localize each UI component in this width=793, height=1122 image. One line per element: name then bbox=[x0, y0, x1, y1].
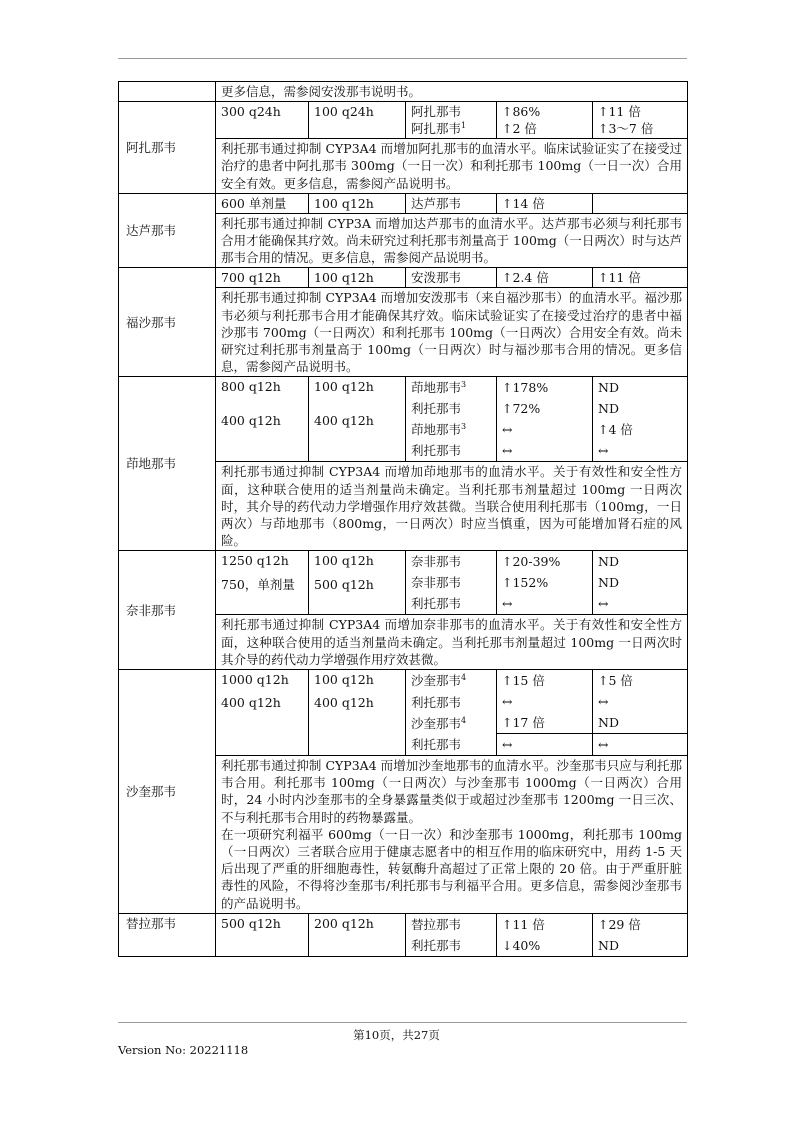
footnote-marker: 3 bbox=[461, 422, 467, 432]
description-paragraph: 利托那韦通过抑制 CYP3A4 而增加沙奎地那韦的血清水平。沙奎那韦只应与利托那韦合用。利托那韦 100mg（一日两次）与沙奎那韦 1000mg（一日两次）合用时，24 小时内沙奎那韦的全身暴露量类似于或超过沙奎那韦 1200mg 一日三次、不与利托那韦合用时的药物暴露量。 bbox=[221, 758, 682, 825]
cmin-value: ↑29 倍 bbox=[598, 916, 641, 932]
drug-name-saquinavir: 沙奎那韦 bbox=[119, 670, 216, 914]
dose-cell bbox=[216, 377, 309, 462]
cmin-value: ND bbox=[598, 380, 619, 396]
auc-value: ↑17 倍 bbox=[502, 715, 545, 731]
drug-label-text: 沙奎那韦 bbox=[411, 716, 462, 732]
auc-cell bbox=[497, 551, 593, 615]
description-cell: 利托那韦通过抑制 CYP3A4 而增加茚地那韦的血清水平。关于有效性和安全性方面，这种联合使用的适当剂量尚未确定。当利托那韦剂量超过 100mg 一日两次时，其介导的药代动力学增强作用疗效甚微。当联合使用利托那韦（100mg，一日两次）与茚地那韦（800mg，一日两次）时应当慎重，因为可能增加肾石症的风险。 bbox=[216, 462, 688, 551]
auc-cell bbox=[497, 670, 593, 756]
drug-label: 替拉那韦 bbox=[411, 916, 462, 932]
auc-value: ↑20-39% bbox=[502, 554, 561, 570]
footnote-marker: 4 bbox=[461, 672, 467, 682]
drug-label-text: 茚地那韦 bbox=[411, 380, 462, 396]
cmin-value: ↑11 倍 bbox=[598, 104, 641, 120]
spacer bbox=[314, 395, 400, 412]
drug-label: 利托那韦 bbox=[411, 695, 462, 711]
cmin-value: ND bbox=[598, 554, 619, 570]
cmin-value: ↔ bbox=[598, 596, 609, 612]
drug-interaction-table bbox=[118, 81, 688, 957]
dose-cell: 300 q24h bbox=[216, 102, 309, 139]
dose-value: 500 q12h bbox=[314, 577, 374, 593]
drug-cell bbox=[406, 551, 497, 615]
drug-cell: 安泼那韦 bbox=[406, 268, 497, 288]
footnote-marker: 1 bbox=[461, 121, 467, 131]
dose-cell: 200 q12h bbox=[309, 913, 406, 956]
description-paragraph: 在一项研究利福平 600mg（一日一次）和沙奎那韦 1000mg，利托那韦 100mg（一日两次）三者联合应用于健康志愿者中的相互作用的临床研究中，用药 1-5 天后出现了严重的肝细胞毒性，转氨酶升高超过了正常上限的 20 倍。由于严重肝脏毒性的风险，不得将沙奎那韦/利托那韦与利福平合用。更多信息，需参阅沙奎那韦的产品说明书。 bbox=[221, 826, 682, 911]
drug-name-fosamprenavir: 福沙那韦 bbox=[119, 268, 216, 377]
cmin-cell bbox=[593, 670, 688, 756]
description-cell bbox=[216, 756, 688, 914]
description-cell: 更多信息，需参阅安泼那韦说明书。 bbox=[216, 82, 688, 102]
cmin-cell bbox=[593, 913, 688, 956]
cmin-cell bbox=[593, 377, 688, 462]
cmin-value: ↔ bbox=[598, 443, 609, 459]
drug-label: 利托那韦 bbox=[411, 596, 462, 612]
dose-cell bbox=[216, 670, 309, 756]
dose-cell: 100 q12h bbox=[309, 268, 406, 288]
dose-cell: 700 q12h bbox=[216, 268, 309, 288]
drug-label-text: 茚地那韦 bbox=[411, 422, 462, 438]
page-number: 第10页，共27页 bbox=[353, 1028, 440, 1042]
table-row bbox=[119, 193, 688, 213]
spacer bbox=[314, 429, 400, 446]
auc-value: ↑152% bbox=[502, 575, 549, 591]
dose-cell bbox=[309, 377, 406, 462]
footnote-marker: 4 bbox=[461, 715, 467, 725]
cmin-value: ND bbox=[598, 715, 619, 731]
table-row bbox=[119, 268, 688, 288]
table-row bbox=[119, 377, 688, 462]
drug-cell bbox=[406, 913, 497, 956]
drug-name-indinavir: 茚地那韦 bbox=[119, 377, 216, 551]
dose-cell bbox=[309, 551, 406, 615]
dose-cell: 100 q24h bbox=[309, 102, 406, 139]
cmin-value: ND bbox=[598, 401, 619, 417]
drug-cell bbox=[406, 377, 497, 462]
drug-name-atazanavir: 阿扎那韦 bbox=[119, 102, 216, 194]
auc-value: ↑11 倍 bbox=[502, 916, 545, 932]
footer-rule bbox=[118, 1022, 687, 1023]
drug-label bbox=[406, 713, 496, 734]
cmin-value: ↔ bbox=[593, 733, 687, 755]
drug-cell: 达芦那韦 bbox=[406, 193, 497, 213]
dose-value: 400 q12h bbox=[221, 695, 281, 711]
drug-label: 利托那韦 bbox=[411, 737, 462, 753]
dose-cell: 600 单剂量 bbox=[216, 193, 309, 213]
drug-name-darunavir: 达芦那韦 bbox=[119, 193, 216, 268]
drug-label bbox=[411, 120, 491, 137]
drug-label: 阿扎那韦 bbox=[411, 104, 462, 120]
drug-label: 奈非那韦 bbox=[411, 575, 462, 591]
auc-value: ↓40% bbox=[502, 937, 541, 953]
table-row bbox=[119, 913, 688, 956]
auc-value: ↑178% bbox=[502, 380, 549, 396]
cmin-value: ND bbox=[598, 575, 619, 591]
footnote-marker: 3 bbox=[461, 380, 467, 390]
version-number: Version No: 20221118 bbox=[118, 1043, 249, 1057]
dose-cell: 500 q12h bbox=[216, 913, 309, 956]
dose-value: 800 q12h bbox=[221, 379, 281, 395]
description-cell: 利托那韦通过抑制 CYP3A4 而增加安泼那韦（来自福沙那韦）的血清水平。福沙那韦必须与利托那韦合用才能确保其疗效。临床试验证实了在接受过治疗的患者中福沙那韦 700mg（一日两次）和利托那韦 100mg（一日两次）合用安全有效。尚未研究过利托那韦剂量高于 100mg（一日两次）时与福沙那韦合用的情况。更多信息，需参阅产品说明书。 bbox=[216, 288, 688, 377]
dose-value: 100 q12h bbox=[314, 553, 374, 569]
header-rule bbox=[118, 58, 687, 59]
dose-value: 400 q12h bbox=[314, 413, 374, 429]
auc-value: ↔ bbox=[497, 733, 592, 755]
drug-label-text: 阿扎那韦 bbox=[411, 121, 462, 137]
drug-label: 利托那韦 bbox=[411, 937, 462, 953]
drug-label-text: 沙奎那韦 bbox=[411, 673, 462, 689]
cmin-value: ↑3～7 倍 bbox=[598, 121, 654, 137]
table-row bbox=[119, 551, 688, 615]
auc-value: ↑15 倍 bbox=[502, 673, 545, 689]
cmin-cell bbox=[593, 551, 688, 615]
auc-value: ↔ bbox=[502, 443, 513, 459]
cmin-cell bbox=[593, 102, 688, 139]
auc-value: ↔ bbox=[502, 694, 513, 710]
dose-cell bbox=[216, 551, 309, 615]
table-row bbox=[119, 102, 688, 139]
dose-cell bbox=[309, 670, 406, 756]
cmin-value: ↑5 倍 bbox=[598, 673, 633, 689]
spacer bbox=[221, 429, 303, 446]
auc-value: ↔ bbox=[502, 596, 513, 612]
auc-cell bbox=[497, 102, 593, 139]
auc-value: ↑2 倍 bbox=[502, 121, 537, 137]
drug-name-nelfinavir: 奈非那韦 bbox=[119, 551, 216, 670]
auc-cell: ↑2.4 倍 bbox=[497, 268, 593, 288]
dose-value: 1000 q12h bbox=[221, 672, 289, 688]
cmin-value: ND bbox=[598, 937, 619, 953]
auc-value: ↔ bbox=[502, 422, 513, 438]
auc-cell bbox=[497, 913, 593, 956]
dose-value: 100 q12h bbox=[314, 672, 374, 688]
table-row bbox=[119, 82, 688, 102]
auc-cell: ↑14 倍 bbox=[497, 193, 593, 213]
drug-label bbox=[406, 419, 496, 440]
dose-cell: 100 q12h bbox=[309, 193, 406, 213]
auc-value: ↑86% bbox=[502, 104, 541, 120]
drug-label: 奈非那韦 bbox=[411, 554, 462, 570]
auc-cell bbox=[497, 377, 593, 462]
dose-value: 1250 q12h bbox=[221, 553, 289, 569]
name-cell bbox=[119, 82, 216, 102]
drug-label bbox=[406, 377, 496, 398]
cmin-cell: ↑11 倍 bbox=[593, 268, 688, 288]
drug-name-tipranavir: 替拉那韦 bbox=[119, 913, 216, 956]
dose-value: 400 q12h bbox=[221, 413, 281, 429]
dose-value: 750，单剂量 bbox=[221, 577, 295, 593]
dose-value: 100 q12h bbox=[314, 379, 374, 395]
description-cell: 利托那韦通过抑制 CYP3A 而增加达芦那韦的血清水平。达芦那韦必须与利托那韦合用才能确保其疗效。尚未研究过利托那韦剂量高于 100mg（一日两次）时与达芦那韦合用的情况。更多信息，需参阅产品说明书。 bbox=[216, 213, 688, 268]
description-cell: 利托那韦通过抑制 CYP3A4 而增加奈非那韦的血清水平。关于有效性和安全性方面，这种联合使用的适当剂量尚未确定。当利托那韦剂量超过 100mg 一日两次时其介导的药代动力学增强作用疗效甚微。 bbox=[216, 615, 688, 670]
drug-label bbox=[406, 670, 496, 692]
cmin-value: ↔ bbox=[598, 694, 609, 710]
drug-label: 利托那韦 bbox=[411, 443, 462, 459]
cmin-cell bbox=[593, 193, 688, 213]
spacer bbox=[221, 395, 303, 412]
auc-value: ↑72% bbox=[502, 401, 541, 417]
description-cell: 利托那韦通过抑制 CYP3A4 而增加阿扎那韦的血清水平。临床试验证实了在接受过治疗的患者中阿扎那韦 300mg（一日一次）和利托那韦 100mg（一日一次）合用安全有效。更多信息，需参阅产品说明书。 bbox=[216, 139, 688, 194]
cmin-value: ↑4 倍 bbox=[598, 422, 633, 438]
table-row bbox=[119, 670, 688, 756]
dose-value: 400 q12h bbox=[314, 695, 374, 711]
drug-cell bbox=[406, 102, 497, 139]
drug-cell bbox=[406, 670, 497, 756]
drug-label: 利托那韦 bbox=[411, 401, 462, 417]
